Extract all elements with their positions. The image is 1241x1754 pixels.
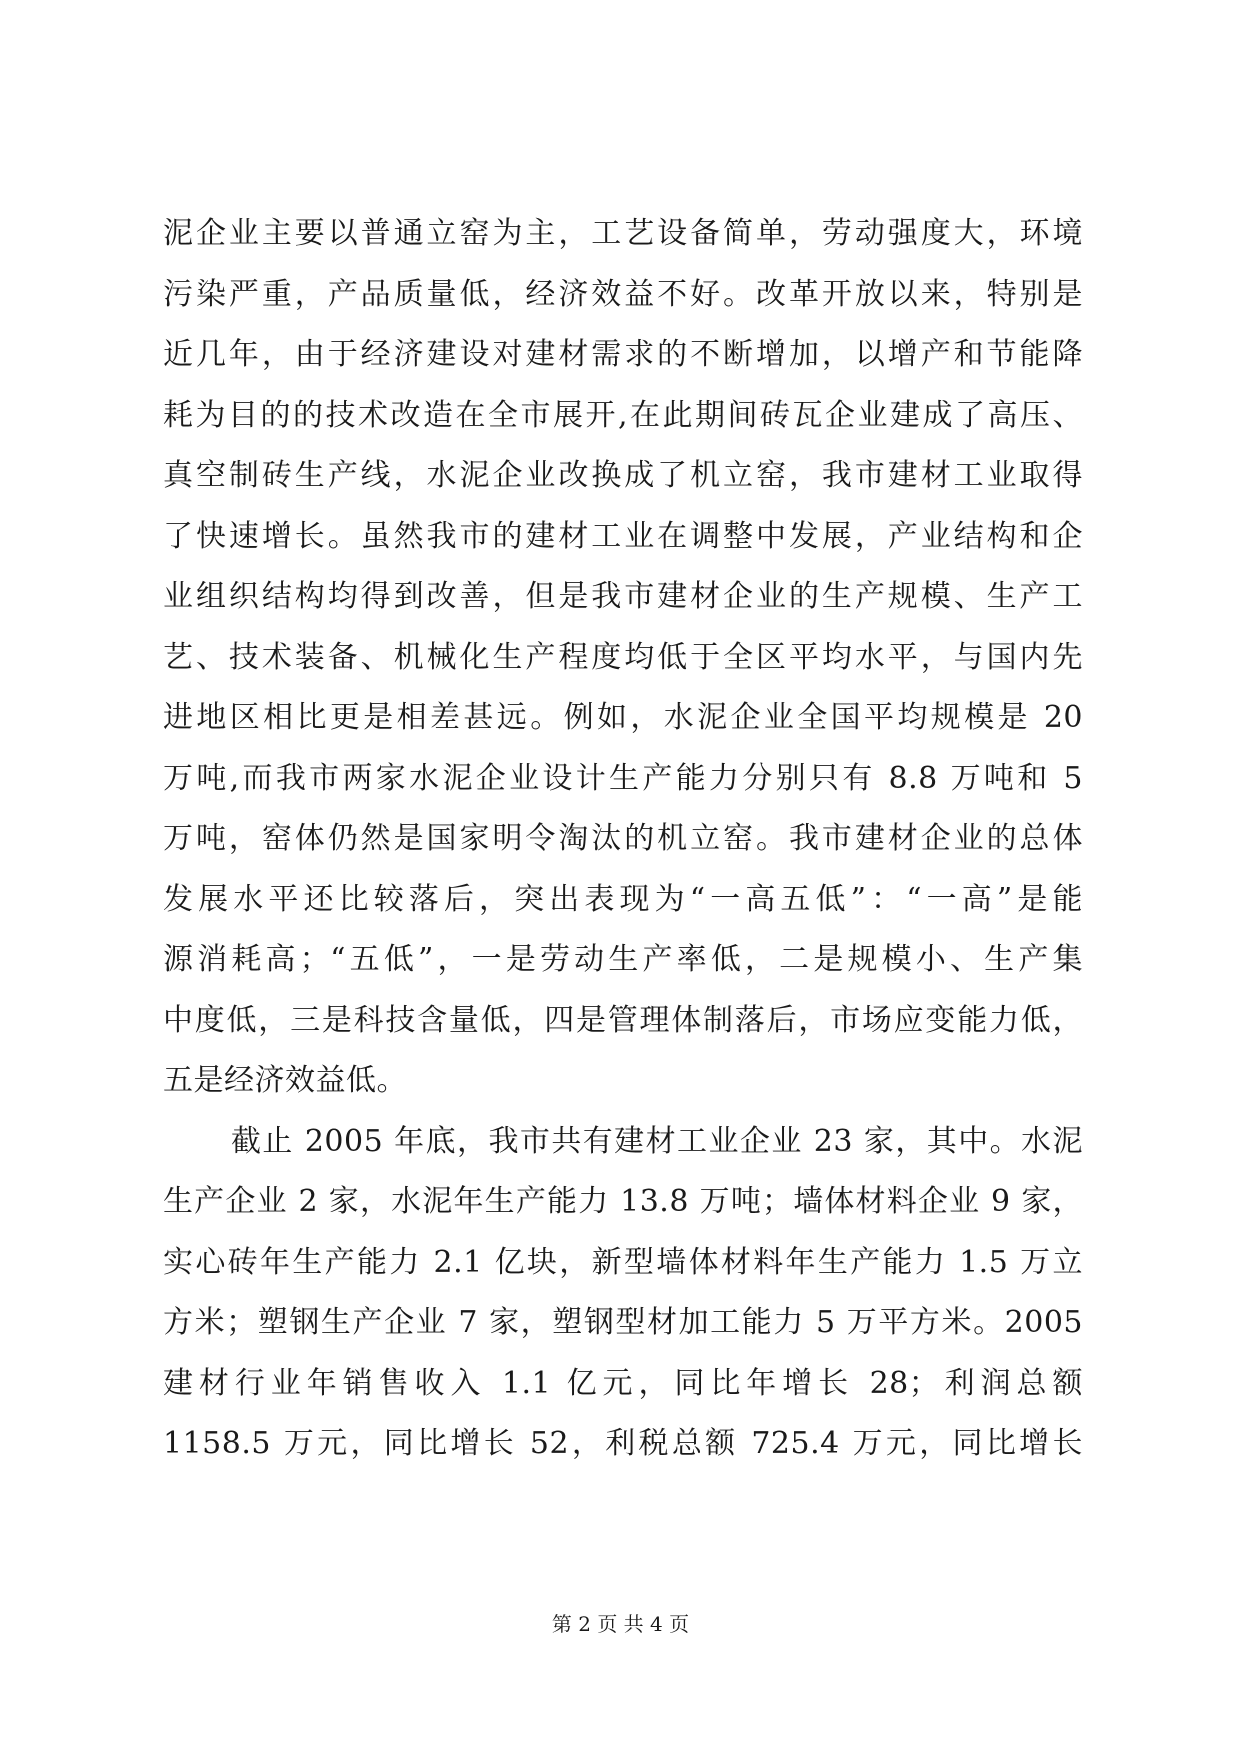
text-line: 泥企业主要以普通立窑为主，工艺设备简单，劳动强度大，环境	[163, 216, 1083, 251]
page-number: 第 2 页 共 4 页	[551, 1612, 690, 1636]
text-line: 污染严重，产品质量低，经济效益不好。改革开放以来，特别是	[163, 276, 1083, 312]
text-line: 实心砖年生产能力 2.1 亿块，新型墙体材料年生产能力 1.5 万立	[163, 1244, 1083, 1280]
text-line: 截止 2005 年底，我市共有建材工业企业 23 家，其中。水泥	[231, 1123, 1083, 1159]
text-line: 艺、技术装备、机械化生产程度均低于全区平均水平，与国内先	[163, 639, 1083, 675]
text-line: 建材行业年销售收入 1.1 亿元，同比年增长 28；利润总额	[163, 1365, 1083, 1401]
text-line: 1158.5 万元，同比增长 52，利税总额 725.4 万元，同比增长	[163, 1426, 1083, 1461]
text-line: 五是经济效益低。	[163, 1063, 407, 1098]
text-line: 真空制砖生产线，水泥企业改换成了机立窑，我市建材工业取得	[163, 458, 1083, 493]
text-line: 万吨,而我市两家水泥企业设计生产能力分别只有 8.8 万吨和 5	[163, 760, 1083, 796]
text-line: 了快速增长。虽然我市的建材工业在调整中发展，产业结构和企	[163, 518, 1083, 554]
text-line: 发展水平还比较落后，突出表现为“一高五低”：“一高”是能	[163, 881, 1083, 917]
text-line: 万吨，窑体仍然是国家明令淘汰的机立窑。我市建材企业的总体	[163, 821, 1083, 856]
text-line: 源消耗高；“五低”，一是劳动生产率低，二是规模小、生产集	[163, 942, 1083, 977]
text-line: 中度低，三是科技含量低，四是管理体制落后，市场应变能力低，	[163, 1002, 1083, 1038]
text-line: 近几年，由于经济建设对建材需求的不断增加，以增产和节能降	[163, 337, 1083, 372]
text-line: 生产企业 2 家，水泥年生产能力 13.8 万吨；墙体材料企业 9 家，	[163, 1184, 1083, 1219]
text-line: 进地区相比更是相差甚远。例如，水泥企业全国平均规模是 20	[163, 700, 1083, 735]
text-line: 耗为目的的技术改造在全市展开,在此期间砖瓦企业建成了高压、	[163, 397, 1083, 433]
text-line: 业组织结构均得到改善，但是我市建材企业的生产规模、生产工	[163, 579, 1083, 614]
body-text	[163, 204, 1083, 1475]
text-line: 方米；塑钢生产企业 7 家，塑钢型材加工能力 5 万平方米。2005	[163, 1305, 1083, 1340]
